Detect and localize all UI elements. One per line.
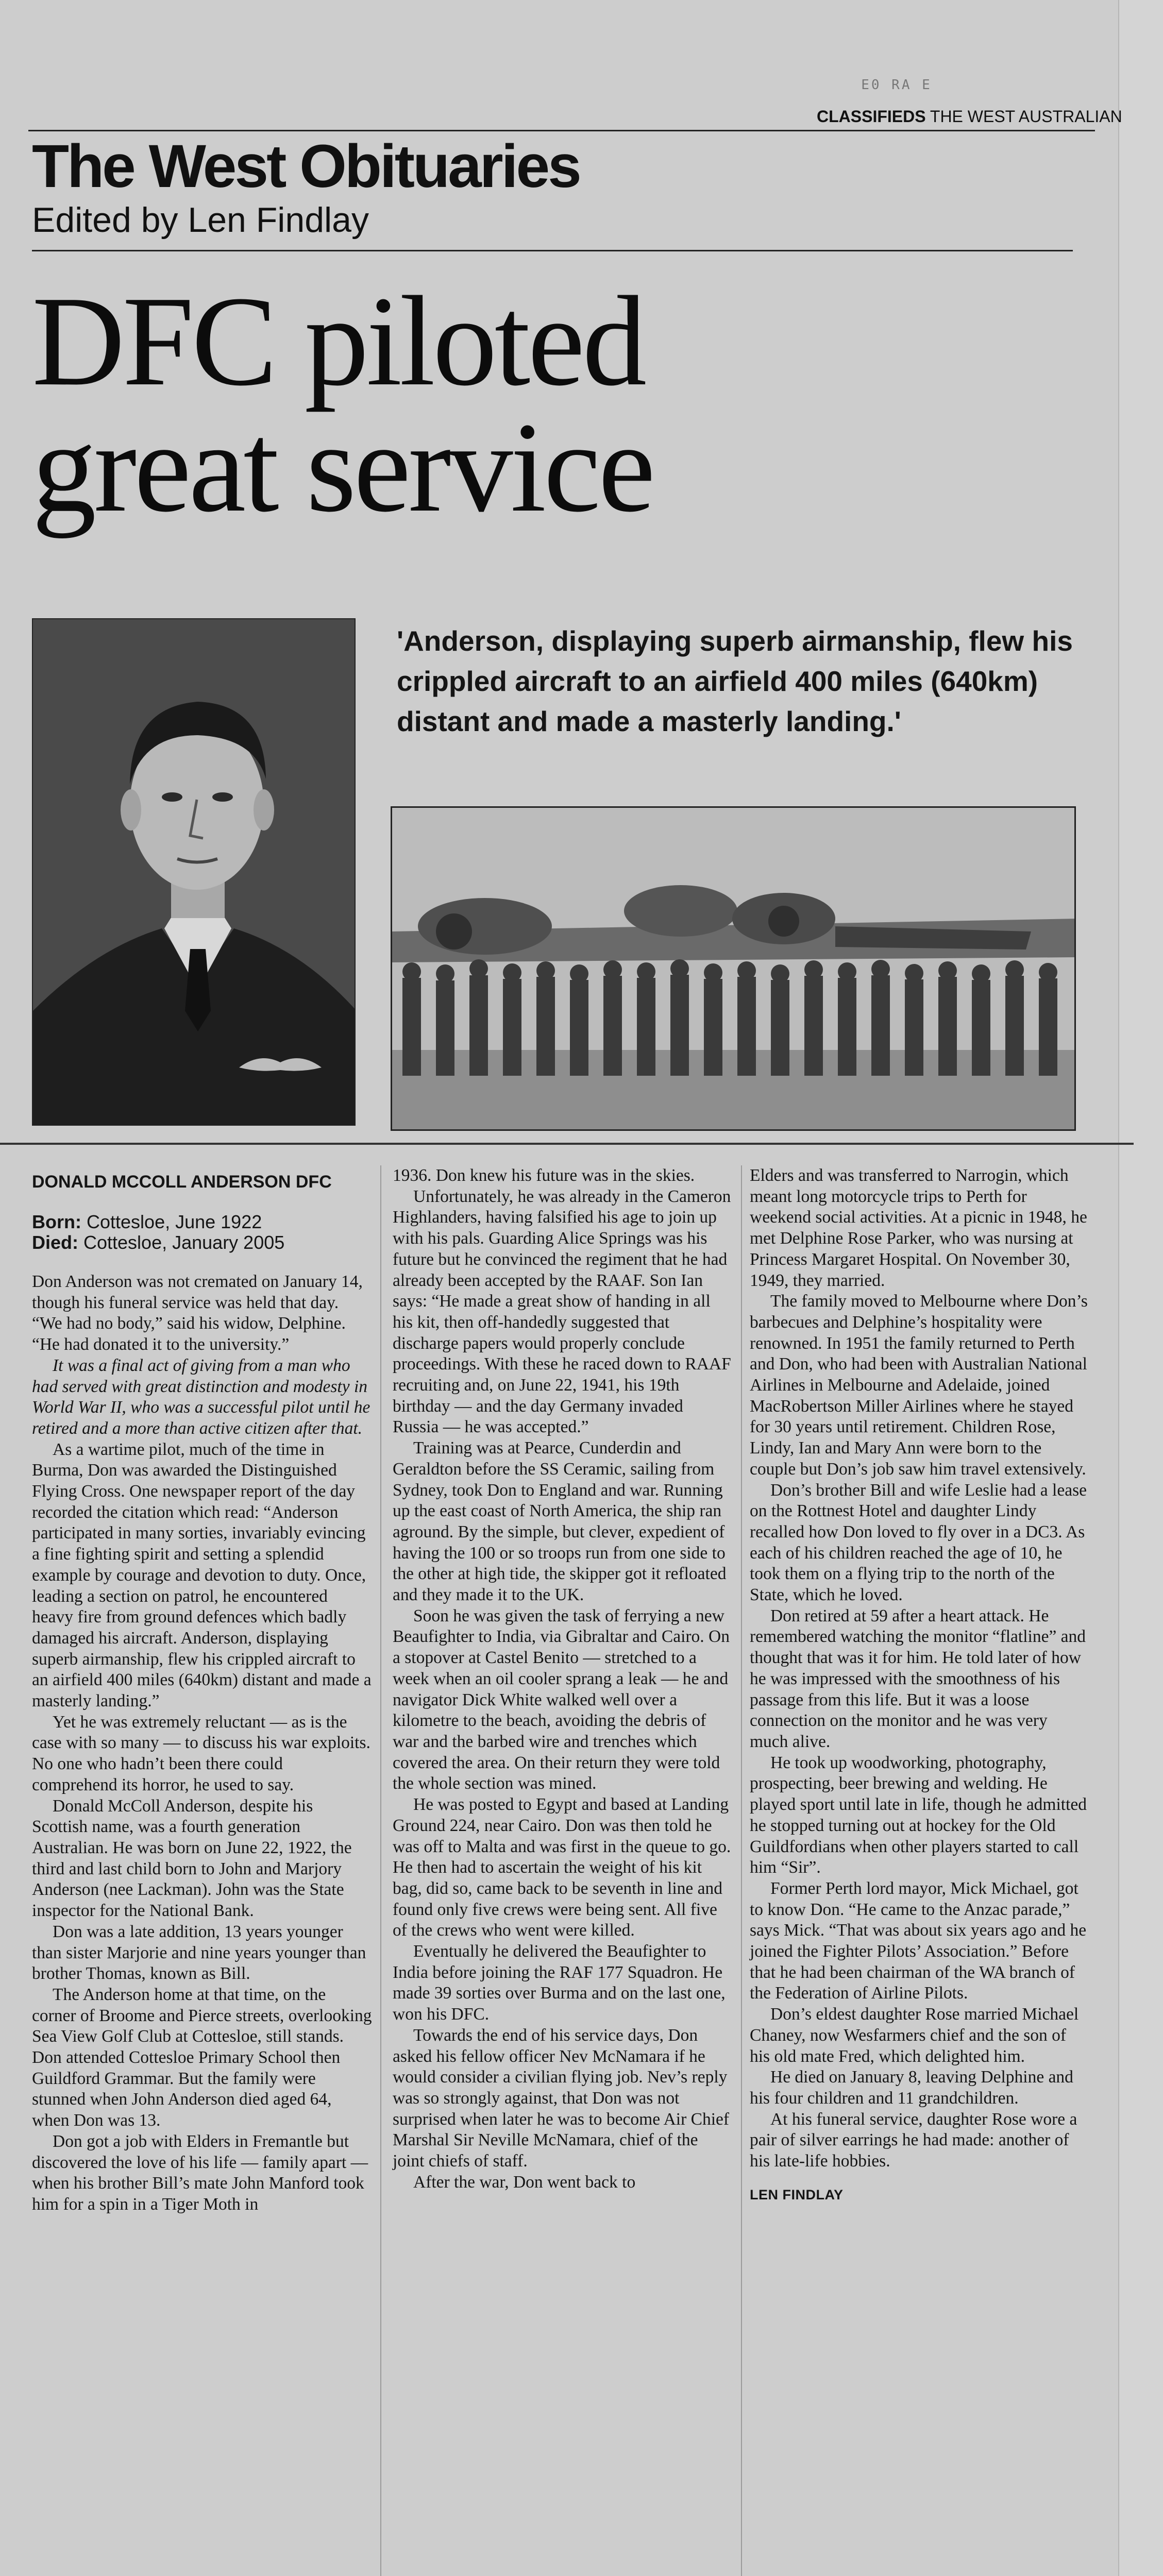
headline: [32, 270, 1011, 539]
byline: LEN FINDLAY: [750, 2187, 844, 2202]
adjacent-page-edge: [1118, 0, 1163, 2576]
died-value: Cottesloe, January 2005: [83, 1232, 285, 1253]
headline-line-2: great service: [32, 396, 653, 539]
page-id: E0 RA E: [861, 77, 932, 93]
section-editor: Edited by Len Findlay: [32, 200, 369, 240]
group-photo: [391, 806, 1076, 1131]
paragraph: The Anderson home at that time, on the corner of Broome and Pierce streets, overlooking Sea View Golf Club at Cottesloe, still stands. Don attended Cottesloe Primary School then Guildford Grammar. But the family were stunned when John Anderson died aged 64, when Don was 13.: [32, 1985, 372, 2130]
section-rule: [32, 250, 1073, 251]
paragraph: The family moved to Melbourne where Don’s barbecues and Delphine’s hospitality were renowned. In 1951 the family returned to Perth and Don, who had been with Australian National Airlines in Melbourne and Adelaide, joined MacRobertson Miller Airlines where he stayed for 30 years until retirement. Children Rose, Lindy, Ian and Mary Ann were born to the couple but Don’s job saw him travel extensively.: [750, 1292, 1088, 1479]
article-column-2: [393, 1165, 733, 2193]
paragraph: Don retired at 59 after a heart attack. He remembered watching the monitor “flatline” and thought that was it for him. He told later of how he was impressed with the smoothness of his passage from this life. But it was a loose connection on the monitor and he was very much alive.: [750, 1606, 1086, 1751]
section-title: The West Obituaries: [32, 132, 580, 200]
paragraph: 1936. Don knew his future was in the skies.: [393, 1166, 695, 1185]
died-label: Died:: [32, 1232, 78, 1253]
group-photo-illustration: [392, 808, 1076, 1131]
portrait-photo: [32, 618, 356, 1126]
column-divider: [741, 1165, 742, 2576]
article-column-1: [32, 1165, 372, 2215]
paragraph: Don’s brother Bill and wife Leslie had a lease on the Rottnest Hotel and daughter Lindy recalled how Don loved to fly over in a DC3. As each of his children reached the age of 10, he took them on a flying trip to the north of the State, which he loved.: [750, 1480, 1087, 1605]
masthead-paper: THE WEST AUSTRALIAN: [930, 107, 1122, 126]
paragraph: Yet he was extremely reluctant — as is the case with so many — to discuss his war exploits. No one who hadn’t been there could comprehend its horror, he used to say.: [32, 1712, 370, 1794]
column-divider: [380, 1165, 381, 2576]
paragraph: After the war, Don went back to: [413, 2172, 636, 2192]
paragraph: Don was a late addition, 13 years younger than sister Marjorie and nine years younger than brother Thomas, known as Bill.: [32, 1922, 366, 1984]
born-value: Cottesloe, June 1922: [87, 1211, 262, 1232]
life-dates: [32, 1212, 372, 1253]
paragraph: Don’s eldest daughter Rose married Michael Chaney, now Wesfarmers chief and the son of his old mate Fred, which delighted him.: [750, 2005, 1079, 2066]
paragraph: He was posted to Egypt and based at Landing Ground 224, near Cairo. Don was then told he was off to Malta and was first in the queue to go. He then had to ascertain the weight of his kit bag, did so, came back to be seventh in line and found only five crews were being sent. All five of the crews who went were killed.: [393, 1795, 731, 1940]
paragraph: It was a final act of giving from a man who had served with great distinction and modesty in World War II, who was a successful pilot until he retired and a more than active citizen after that.: [32, 1355, 370, 1438]
paragraph: Elders and was transferred to Narrogin, which meant long motorcycle trips to Perth for weekend social activities. At a picnic in 1948, he met Delphine Rose Parker, who was nursing at Princess Margaret Hospital. On November 30, 1949, they married.: [750, 1166, 1087, 1290]
column-rule: [0, 1143, 1134, 1145]
born-line: [32, 1212, 372, 1232]
died-line: [32, 1232, 372, 1253]
paragraph: He took up woodworking, photography, prospecting, beer brewing and welding. He played sport until late in life, though he admitted he stopped turning out at hockey for the Old Guildfordians when other players started to call him “Sir”.: [750, 1753, 1087, 1877]
paragraph: Soon he was given the task of ferrying a new Beaufighter to India, via Gibraltar and Cairo. On a stopover at Castel Benito — stretched to a week when an oil cooler sprang a leak — he and navigator Dick White walked well over a kilometre to the beach, avoiding the debris of war and the barbed wire and trenches which covered the area. On their return they were told the whole section was mined.: [393, 1606, 730, 1793]
portrait-illustration: [33, 619, 356, 1126]
masthead: [817, 107, 1122, 126]
pull-quote: 'Anderson, displaying superb airmanship, flew his crippled aircraft to an airfield 400 miles (640km) distant and made a masterly landing.': [397, 625, 1073, 738]
paragraph: Eventually he delivered the Beaufighter to India before joining the RAF 177 Squadron. He made 39 sorties over Burma and on the last one, won his DFC.: [393, 1942, 726, 2024]
paragraph: Training was at Pearce, Cunderdin and Geraldton before the SS Ceramic, sailing from Sydney, took Don to England and war. Running up the east coast of North America, the ship ran aground. By the simple, but clever, expedient of having the 100 or so troops run from one side to the other at high tide, the skipper got it refloated and they made it to the UK.: [393, 1438, 727, 1605]
paragraph: Unfortunately, he was already in the Cameron Highlanders, having falsified his age to join up with his pals. Guarding Alice Springs was his future but he convinced the regiment that he had already been accepted by the RAAF. Son Ian says: “He made a great show of handing in all his kit, then off-handedly suggested that discharge papers would properly conclude proceedings. With these he raced down to RAAF recruiting and, on June 22, 1941, his 19th birthday — and the day Germany invaded Russia — he was accepted.”: [393, 1187, 731, 1437]
born-label: Born:: [32, 1211, 81, 1232]
paragraph: He died on January 8, leaving Delphine and his four children and 11 grandchildren.: [750, 2067, 1073, 2108]
paragraph: Don got a job with Elders in Fremantle but discovered the love of his life — family apart — when his brother Bill’s mate John Manford took him for a spin in a Tiger Moth in: [32, 2131, 368, 2214]
subject-name: DONALD MCCOLL ANDERSON DFC: [32, 1172, 332, 1192]
top-rule: [28, 130, 1095, 131]
paragraph: Towards the end of his service days, Don asked his fellow officer Nev McNamara if he would consider a civilian flying job. Nev’s reply was so strongly against, that Don was not surprised when later he was to become Air Chief Marshal Sir Neville McNamara, chief of the joint chiefs of staff.: [393, 2025, 730, 2171]
article-column-3: [750, 1165, 1090, 2205]
masthead-section: CLASSIFIEDS: [817, 107, 926, 126]
paragraph: Don Anderson was not cremated on January 14, though his funeral service was held that day. “We had no body,” said his widow, Delphine. “He had donated it to the university.”: [32, 1272, 363, 1354]
paragraph: At his funeral service, daughter Rose wore a pair of silver earrings he had made: another of his late-life hobbies.: [750, 2109, 1077, 2171]
paragraph: Former Perth lord mayor, Mick Michael, got to know Don. “He came to the Anzac parade,” says Mick. “That was about six years ago and he joined the Fighter Pilots’ Association.” Before that he had been chairman of the WA branch of the Federation of Airline Pilots.: [750, 1878, 1087, 2003]
paragraph: Donald McColl Anderson, despite his Scottish name, was a fourth generation Australian. He was born on June 22, 1922, the third and last child born to John and Marjory Anderson (nee Lackman). John was the State inspector for the National Bank.: [32, 1796, 352, 1921]
paragraph: As a wartime pilot, much of the time in Burma, Don was awarded the Distinguished Flying Cross. One newspaper report of the day recorded the citation which read: “Anderson participated in many sorties, invariably evincing a fine fighting spirit and setting a splendid example by courage and devotion to duty. Once, leading a section on patrol, he encountered heavy fire from ground defences which badly damaged his aircraft. Anderson, displaying superb airmanship, flew his crippled aircraft to an airfield 400 miles (640km) distant and made a masterly landing.”: [32, 1439, 372, 1711]
headline-line-1: DFC piloted: [32, 270, 645, 413]
